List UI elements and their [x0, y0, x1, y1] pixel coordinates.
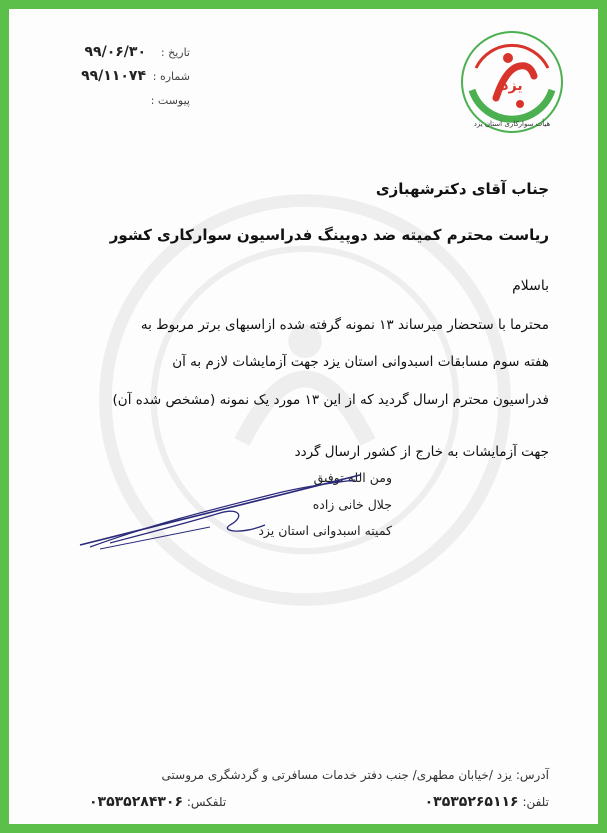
- attachment-row: [40, 88, 190, 112]
- date-label: تاریخ :: [160, 45, 190, 59]
- footer-address: آدرس: یزد /خیابان مطهری/ جنب دفتر خدمات مسافرتی و گردشگری مروستی: [161, 768, 549, 782]
- greeting: باسلام: [512, 278, 549, 294]
- fax-value: ۰۳۵۳۵۲۸۴۳۰۶: [89, 794, 183, 810]
- logo-text: هیأت سوارکاری استان یزد: [473, 120, 551, 128]
- number-row: [40, 64, 190, 88]
- attachment-label: پیوست :: [150, 93, 190, 107]
- signature-name: جلال خانی زاده: [312, 497, 392, 512]
- federation-logo: [458, 28, 566, 136]
- body-line-1: محترما با ستحضار میرساند ۱۳ نمونه گرفته شده ازاسبهای برتر مربوط به: [140, 317, 549, 333]
- fax-label: تلفکس:: [186, 795, 227, 809]
- letter-meta: [40, 40, 190, 112]
- footer-contacts: [89, 794, 549, 810]
- signature-closing: ومن الله توفیق: [313, 470, 392, 485]
- phone-label: تلفن:: [522, 795, 549, 809]
- handwritten-signature: [70, 455, 370, 565]
- addressee-title: ریاست محترم کمیته ضد دوپینگ فدراسیون سوارکاری کشور: [109, 226, 549, 244]
- phone-block: [425, 794, 549, 810]
- phone-value: ۰۳۵۳۵۲۶۵۱۱۶: [424, 794, 519, 810]
- signature-title: کمیته اسبدوانی استان یزد: [258, 523, 392, 538]
- number-label: شماره :: [152, 69, 190, 83]
- number-value: ۹۹/۱۱۰۷۴: [81, 68, 146, 84]
- body-line-4: جهت آزمایشات به خارج از کشور ارسال گردد: [294, 444, 549, 460]
- logo-mark: یزد: [501, 78, 523, 94]
- date-value: ۹۹/۰۶/۳۰: [84, 44, 146, 60]
- addressee-name: جناب آقای دکترشهبازی: [375, 180, 549, 198]
- fax-block: [89, 794, 226, 810]
- body-line-2: هفته سوم مسابقات اسبدوانی استان یزد جهت آزمایشات لازم به آن: [172, 354, 549, 370]
- date-row: [40, 40, 190, 64]
- body-line-3: فدراسیون محترم ارسال گردید که از این ۱۳ مورد یک نمونه (مشخص شده آن): [112, 392, 549, 408]
